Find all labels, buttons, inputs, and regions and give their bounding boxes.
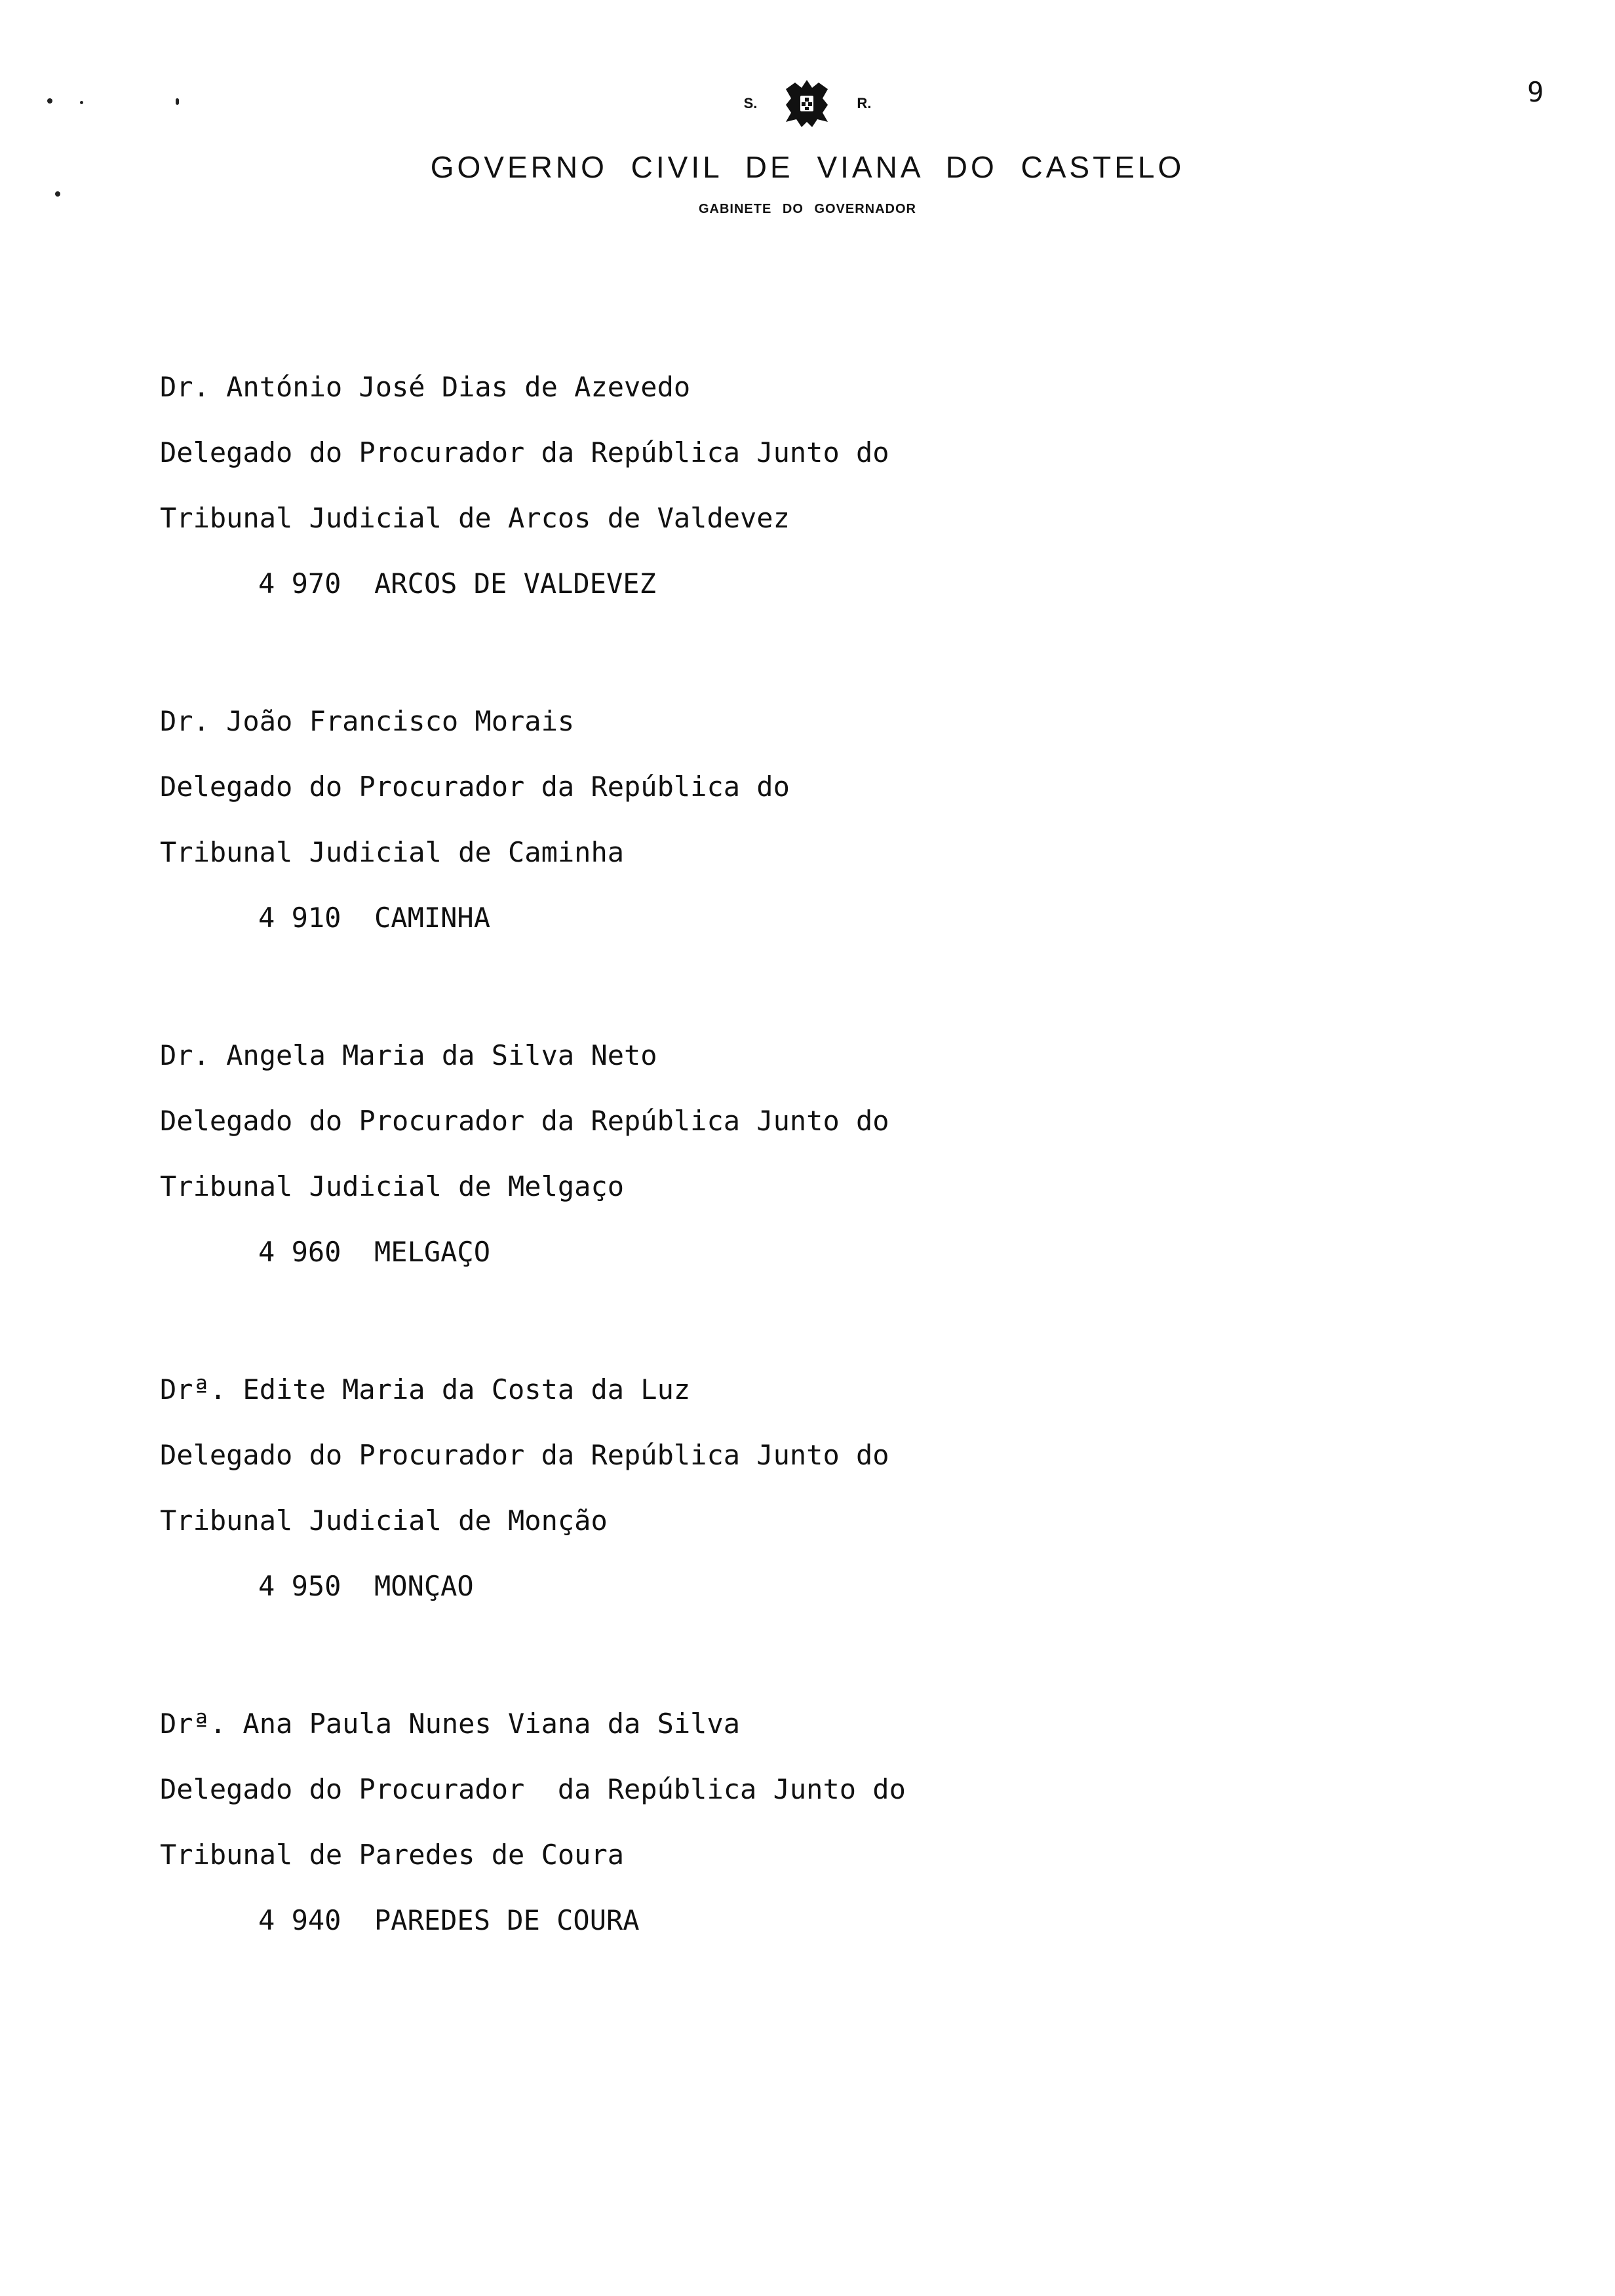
seal-letter-right: R. [857,95,872,111]
addressee-entry [160,1696,1405,1958]
addressee-name: Dr. António José Dias de Azevedo [160,371,691,403]
addressee-court: Tribunal Judicial de Melgaço [160,1170,625,1202]
addressee-postal-address: 4 910 CAMINHA [258,902,491,934]
office-subtitle: GABINETE DO GOVERNADOR [698,202,917,216]
addressee-entry [160,1027,1405,1290]
addressee-entry [160,1362,1405,1624]
addressee-name: Drª. Ana Paula Nunes Viana da Silva [160,1708,741,1740]
addressee-name: Dr. Angela Maria da Silva Neto [160,1039,657,1071]
addressee-list [160,359,1405,2030]
addressee-postal-address: 4 970 ARCOS DE VALDEVEZ [258,567,656,600]
letterhead [0,71,1615,217]
page-number: 9 [1527,76,1544,108]
addressee-name: Drª. Edite Maria da Costa da Luz [160,1373,691,1406]
addressee-role: Delegado do Procurador da República do [160,771,790,803]
addressee-court: Tribunal Judicial de Monção [160,1504,608,1537]
addressee-role: Delegado do Procurador da República Junto do [160,1773,906,1805]
addressee-role: Delegado do Procurador da República Junto do [160,1105,889,1137]
addressee-entry [160,359,1405,621]
addressee-court: Tribunal Judicial de Arcos de Valdevez [160,502,790,534]
seal-row [0,71,1615,136]
addressee-court: Tribunal de Paredes de Coura [160,1839,625,1871]
addressee-postal-address: 4 950 MONÇAO [258,1570,474,1602]
addressee-postal-address: 4 940 PAREDES DE COURA [258,1904,640,1936]
government-title: GOVERNO CIVIL DE VIANA DO CASTELO [430,150,1185,184]
addressee-role: Delegado do Procurador da República Junto do [160,436,889,469]
seal-letter-left: S. [743,95,758,111]
addressee-postal-address: 4 960 MELGAÇO [258,1236,491,1268]
addressee-entry [160,693,1405,955]
addressee-role: Delegado do Procurador da República Junto do [160,1439,889,1471]
addressee-court: Tribunal Judicial de Caminha [160,836,625,868]
coat-of-arms-icon [779,76,834,131]
addressee-name: Dr. João Francisco Morais [160,705,575,737]
